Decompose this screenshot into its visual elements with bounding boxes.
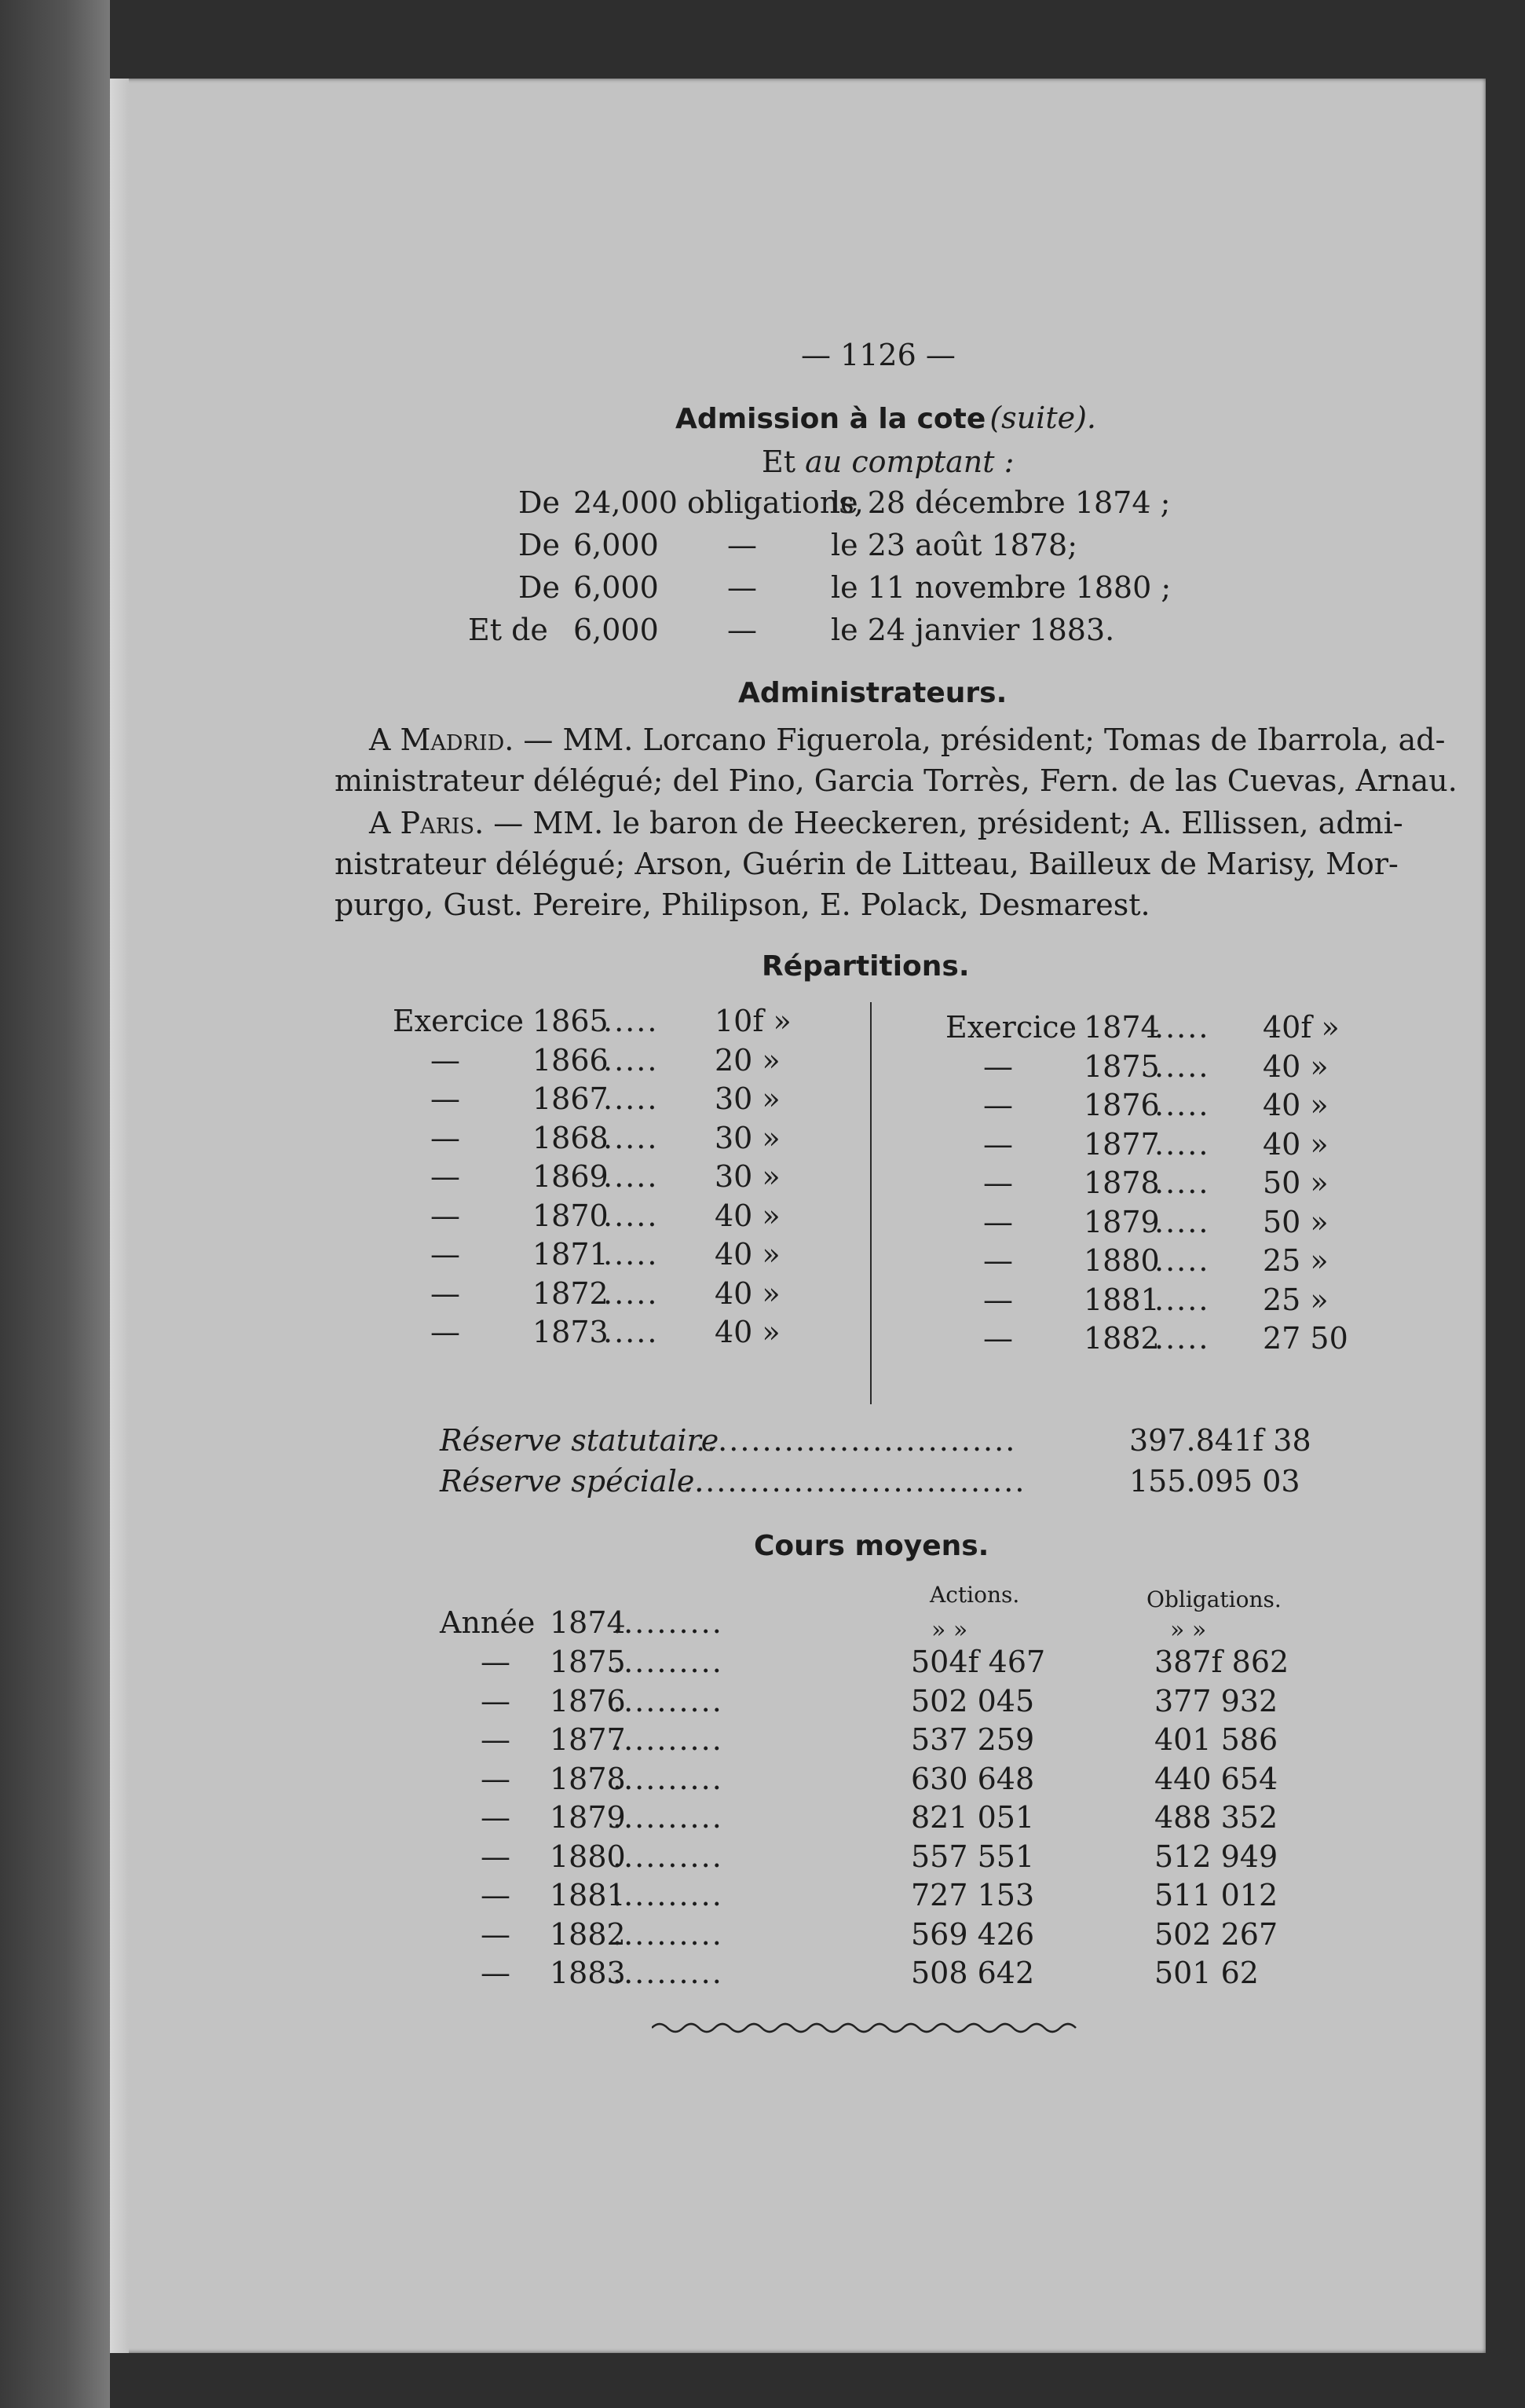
actions-value: 569 426 xyxy=(911,1916,1035,1952)
exercice-year: 1867 xyxy=(532,1081,609,1116)
exercice-year: 1882 xyxy=(1084,1321,1160,1356)
actions-value: 630 648 xyxy=(911,1761,1035,1796)
exercice-year: 1865 xyxy=(532,1004,609,1038)
ditto-dash: — xyxy=(481,1878,510,1912)
dot-leader: .......... xyxy=(613,1800,723,1835)
paris-line-1 xyxy=(369,806,1403,840)
admission-title: Admission à la cote xyxy=(675,403,986,435)
cours-year: 1879 xyxy=(550,1800,626,1835)
dividend-value: 40 » xyxy=(715,1237,781,1272)
exercice-year: 1866 xyxy=(532,1042,609,1078)
obligations-value: 377 932 xyxy=(1154,1683,1278,1718)
dot-leader: ..... xyxy=(1154,1166,1210,1200)
admission-row-dash: — xyxy=(727,613,757,647)
exercice-year: 1878 xyxy=(1084,1166,1160,1200)
exercice-year: 1876 xyxy=(1084,1088,1160,1122)
dividend-value: 25 » xyxy=(1263,1282,1329,1317)
dot-leader: .......... xyxy=(613,1605,723,1640)
obligations-value: 401 586 xyxy=(1154,1722,1278,1757)
dot-leader: ..... xyxy=(603,1159,659,1194)
admission-row-prefix: De xyxy=(518,570,560,605)
dot-leader: ..... xyxy=(603,1315,659,1349)
obligations-value: 512 949 xyxy=(1154,1839,1278,1874)
ditto-dash: — xyxy=(430,1275,460,1311)
admission-row-date: le 28 décembre 1874 ; xyxy=(831,485,1171,520)
dot-leader: ..... xyxy=(603,1275,659,1311)
dividend-value: 40 » xyxy=(1263,1126,1329,1162)
scan-border xyxy=(0,0,110,2408)
dot-leader: ..... xyxy=(603,1120,659,1155)
dot-leader: .......... xyxy=(613,1916,723,1952)
actions-value: 821 051 xyxy=(911,1800,1035,1835)
reserve-value: 397.841f 38 xyxy=(1129,1423,1311,1458)
admission-heading xyxy=(675,401,1096,435)
dividend-value: 40 » xyxy=(1263,1048,1329,1084)
exercice-label: Exercice xyxy=(393,1004,525,1038)
ditto-dash: — xyxy=(983,1282,1013,1317)
dividend-value: 50 » xyxy=(1263,1166,1329,1200)
dot-leader: ..... xyxy=(1154,1321,1210,1356)
dot-leader: ..... xyxy=(1154,1088,1210,1122)
cours-year: 1882 xyxy=(550,1916,626,1952)
page-number: — 1126 — xyxy=(801,338,956,372)
admission-row-dash: — xyxy=(727,570,757,605)
dividend-value: 40 » xyxy=(715,1315,781,1349)
exercice-year: 1875 xyxy=(1084,1048,1160,1084)
dot-leader: ..... xyxy=(1154,1243,1210,1278)
ditto-dash: — xyxy=(983,1048,1013,1084)
dot-leader: ..... xyxy=(603,1042,659,1078)
ditto-dash: — xyxy=(481,1916,510,1952)
ditto-dash: — xyxy=(983,1204,1013,1239)
actions-value: » » xyxy=(931,1616,968,1644)
reserve-label: Réserve spéciale. xyxy=(440,1464,704,1499)
dot-leader: ..... xyxy=(1154,1204,1210,1239)
actions-value: 502 045 xyxy=(911,1683,1035,1718)
ditto-dash: — xyxy=(430,1315,460,1349)
cours-year: 1874 xyxy=(550,1605,626,1640)
madrid-line-2: ministrateur délégué; del Pino, Garcia Torrès, Fern. de las Cuevas, Arnau. xyxy=(335,763,1457,798)
obligations-value: 488 352 xyxy=(1154,1800,1278,1835)
actions-value: 727 153 xyxy=(911,1878,1035,1912)
dot-leader: ..... xyxy=(603,1004,659,1038)
ditto-dash: — xyxy=(481,1956,510,1990)
admission-row-qty: 24,000 obligations, xyxy=(573,485,864,520)
annee-label: Année xyxy=(440,1605,536,1640)
dividend-value: 27 50 xyxy=(1263,1321,1348,1356)
obligations-value: 501 62 xyxy=(1154,1956,1259,1990)
admission-row-qty: 6,000 xyxy=(573,528,659,562)
reserve-value: 155.095 03 xyxy=(1129,1464,1300,1499)
madrid-line-1 xyxy=(369,723,1445,757)
obligations-value: 511 012 xyxy=(1154,1878,1278,1912)
admission-row-dash: — xyxy=(727,528,757,562)
cours-year: 1883 xyxy=(550,1956,626,1990)
admission-row-qty: 6,000 xyxy=(573,570,659,605)
cours-year: 1880 xyxy=(550,1839,626,1874)
ditto-dash: — xyxy=(430,1159,460,1194)
dot-leader: ..... xyxy=(1154,1048,1210,1084)
exercice-year: 1877 xyxy=(1084,1126,1160,1162)
obligations-value: » » xyxy=(1170,1616,1207,1644)
exercice-year: 1880 xyxy=(1084,1243,1160,1278)
obligations-value: 387f 862 xyxy=(1154,1645,1289,1679)
dot-leader: ..... xyxy=(603,1237,659,1272)
dividend-value: 25 » xyxy=(1263,1243,1329,1278)
subtitle-prefix: Et xyxy=(762,445,796,479)
ditto-dash: — xyxy=(983,1166,1013,1200)
dividend-value: 50 » xyxy=(1263,1204,1329,1239)
reserve-label: Réserve statutaire xyxy=(440,1423,719,1458)
dividend-value: 40 » xyxy=(1263,1088,1329,1122)
ditto-dash: — xyxy=(430,1120,460,1155)
admission-row-prefix: De xyxy=(518,485,560,520)
ditto-dash: — xyxy=(430,1081,460,1116)
obligations-value: 440 654 xyxy=(1154,1761,1278,1796)
ditto-dash: — xyxy=(983,1126,1013,1162)
ditto-dash: — xyxy=(481,1761,510,1796)
dot-leader: ..... xyxy=(1154,1126,1210,1162)
ditto-dash: — xyxy=(481,1722,510,1757)
dot-leader: .......... xyxy=(613,1878,723,1912)
ditto-dash: — xyxy=(481,1645,510,1679)
dot-leader: .......... xyxy=(613,1956,723,1990)
exercice-year: 1881 xyxy=(1084,1282,1160,1317)
dividend-value: 20 » xyxy=(715,1042,781,1078)
decorative-wave-rule xyxy=(652,2017,1092,2040)
exercice-year: 1870 xyxy=(532,1198,609,1233)
dot-leader: .......... xyxy=(613,1761,723,1796)
actions-value: 504f 467 xyxy=(911,1645,1046,1679)
admission-row-date: le 11 novembre 1880 ; xyxy=(831,570,1172,605)
actions-value: 537 259 xyxy=(911,1722,1035,1757)
ditto-dash: — xyxy=(983,1321,1013,1356)
administrateurs-title: Administrateurs. xyxy=(738,677,1008,709)
dot-leader: .......... xyxy=(613,1839,723,1874)
ditto-dash: — xyxy=(983,1088,1013,1122)
admission-row-prefix: Et de xyxy=(468,613,548,647)
dividend-value: 40f » xyxy=(1263,1010,1340,1045)
actions-value: 557 551 xyxy=(911,1839,1035,1874)
dot-leader: ..... xyxy=(1154,1282,1210,1317)
dot-leader: ..... xyxy=(603,1198,659,1233)
dividend-value: 30 » xyxy=(715,1120,781,1155)
reserve-leader: ............................... xyxy=(683,1464,1026,1499)
subtitle-italic: au comptant : xyxy=(805,445,1015,479)
ditto-dash: — xyxy=(481,1839,510,1874)
dividend-value: 10f » xyxy=(715,1004,792,1038)
cours-year: 1878 xyxy=(550,1761,626,1796)
paris-text: — MM. le baron de Heeckeren, président; A. Ellissen, admi- xyxy=(493,806,1403,840)
dividend-value: 40 » xyxy=(715,1198,781,1233)
paris-line-2: nistrateur délégué; Arson, Guérin de Litteau, Bailleux de Marisy, Mor- xyxy=(335,847,1399,881)
dividend-value: 40 » xyxy=(715,1275,781,1311)
book-page xyxy=(110,79,1486,2353)
repartitions-title: Répartitions. xyxy=(762,950,970,983)
cours-year: 1875 xyxy=(550,1645,626,1679)
paris-city: A Paris. xyxy=(369,806,485,840)
cours-year: 1876 xyxy=(550,1683,626,1718)
actions-value: 508 642 xyxy=(911,1956,1035,1990)
exercice-year: 1869 xyxy=(532,1159,609,1194)
cours-year: 1877 xyxy=(550,1722,626,1757)
dot-leader: .......... xyxy=(613,1683,723,1718)
admission-row-date: le 23 août 1878; xyxy=(831,528,1078,562)
dividend-value: 30 » xyxy=(715,1159,781,1194)
col-obligations-label: Obligations. xyxy=(1146,1586,1282,1612)
admission-row-prefix: De xyxy=(518,528,560,562)
dot-leader: ..... xyxy=(603,1081,659,1116)
ditto-dash: — xyxy=(430,1198,460,1233)
exercice-year: 1871 xyxy=(532,1237,609,1272)
ditto-dash: — xyxy=(481,1800,510,1835)
cours-year: 1881 xyxy=(550,1878,626,1912)
reserve-leader: ............................. xyxy=(696,1423,1017,1458)
madrid-city: A Madrid. xyxy=(369,723,514,757)
dot-leader: ..... xyxy=(1154,1010,1210,1045)
exercice-year: 1868 xyxy=(532,1120,609,1155)
admission-title-suffix: (suite). xyxy=(989,401,1096,435)
ditto-dash: — xyxy=(983,1243,1013,1278)
ditto-dash: — xyxy=(430,1042,460,1078)
exercice-label: Exercice xyxy=(945,1010,1077,1045)
ditto-dash: — xyxy=(430,1237,460,1272)
dot-leader: .......... xyxy=(613,1722,723,1757)
dividend-value: 30 » xyxy=(715,1081,781,1116)
cours-title: Cours moyens. xyxy=(754,1530,989,1562)
exercice-year: 1872 xyxy=(532,1275,609,1311)
ditto-dash: — xyxy=(481,1683,510,1718)
paris-line-3: purgo, Gust. Pereire, Philipson, E. Polack, Desmarest. xyxy=(335,887,1150,922)
admission-row-qty: 6,000 xyxy=(573,613,659,647)
exercice-year: 1879 xyxy=(1084,1204,1160,1239)
col-actions-label: Actions. xyxy=(930,1582,1020,1608)
dot-leader: .......... xyxy=(613,1645,723,1679)
exercice-year: 1874 xyxy=(1084,1010,1160,1045)
exercice-year: 1873 xyxy=(532,1315,609,1349)
obligations-value: 502 267 xyxy=(1154,1916,1278,1952)
column-divider xyxy=(870,1002,872,1404)
madrid-text: — MM. Lorcano Figuerola, président; Tomas de Ibarrola, ad- xyxy=(523,723,1446,757)
admission-row-date: le 24 janvier 1883. xyxy=(831,613,1115,647)
admission-subtitle xyxy=(762,445,1014,479)
